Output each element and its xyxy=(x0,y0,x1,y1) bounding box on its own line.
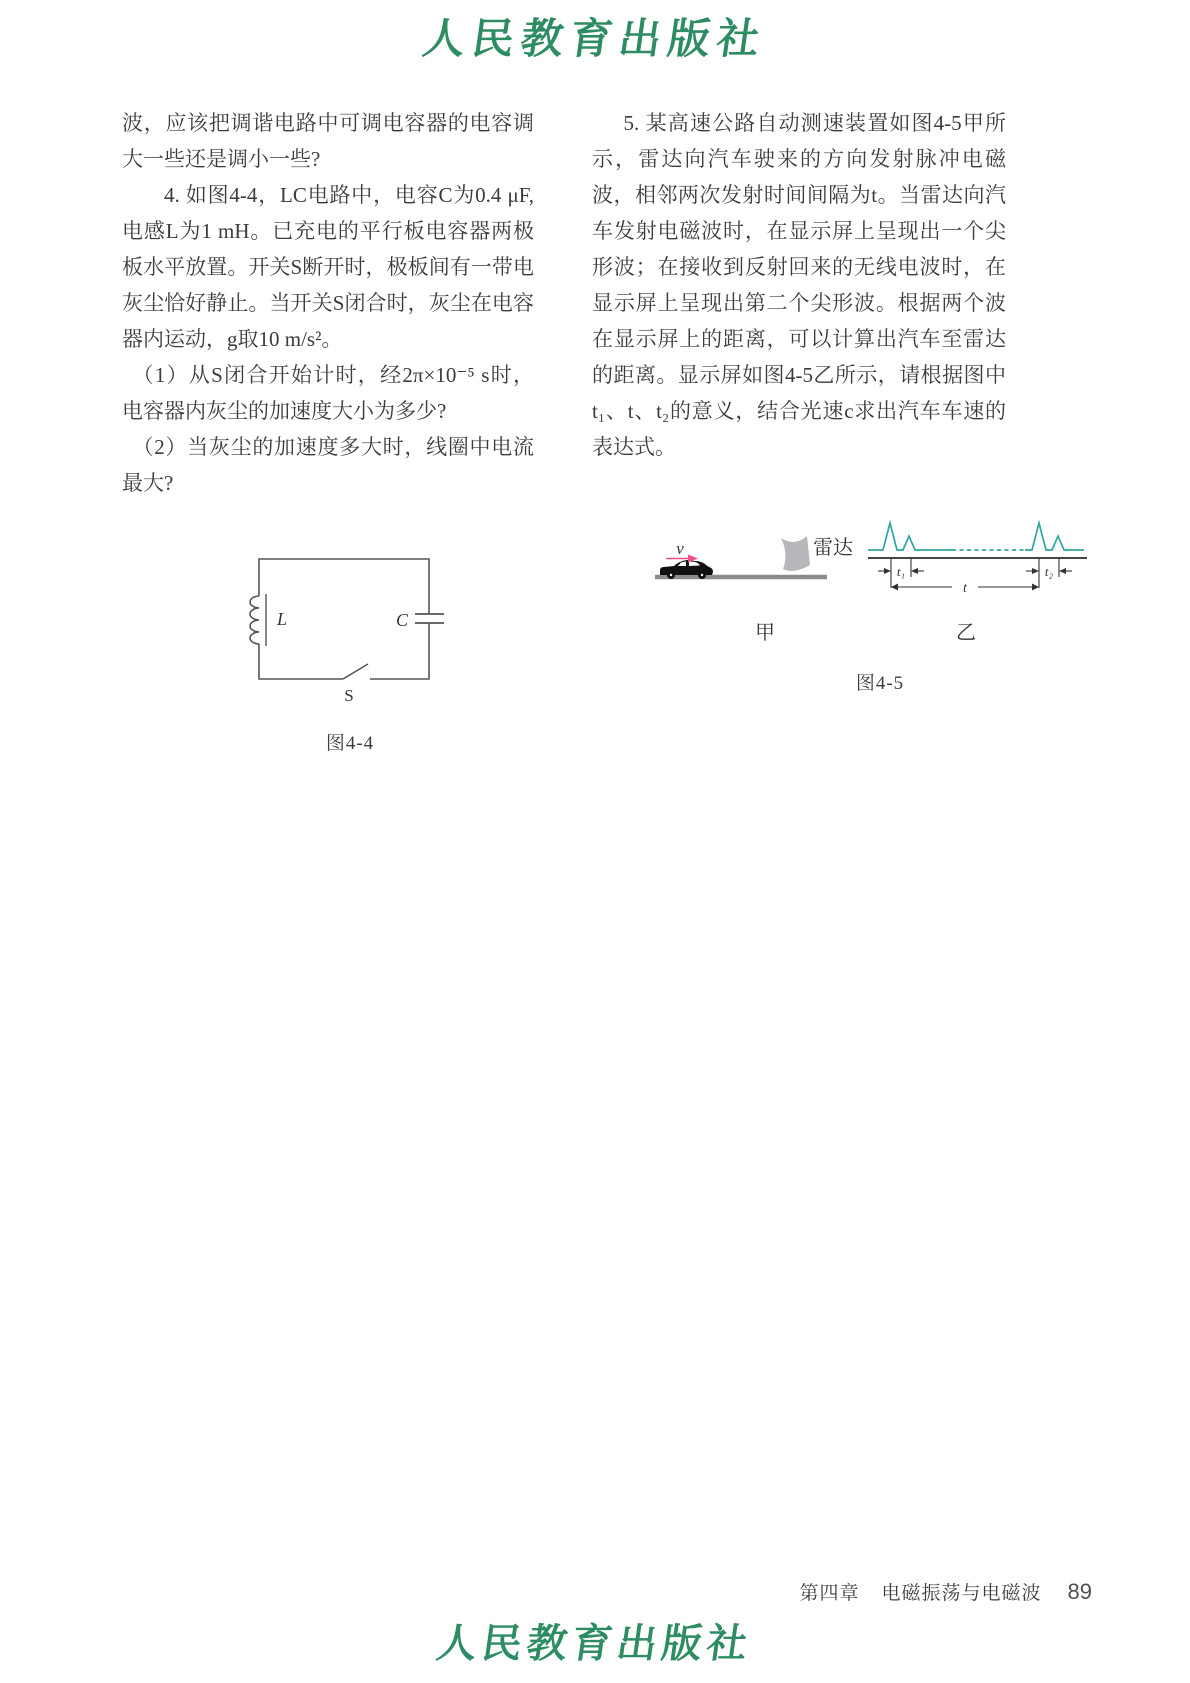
speed-label: v xyxy=(676,539,684,558)
problem-4-part-2: （2）当灰尘的加速度多大时，线圈中电流最大? xyxy=(122,435,534,495)
publisher-logo-bottom: 人民教育出版社 xyxy=(433,1621,756,1666)
part-b-label: 乙 xyxy=(956,622,976,644)
radar-dish-icon xyxy=(781,536,810,571)
page-footer xyxy=(799,1578,1092,1605)
lc-circuit-diagram xyxy=(239,544,459,754)
t-label: t xyxy=(963,581,967,596)
publisher-logo-top: 人民教育出版社 xyxy=(419,17,770,63)
right-text-column xyxy=(592,105,1006,465)
problem-4-part-1: （1）从S闭合开始计时，经2π×10⁻⁵ s时，电容器内灰尘的加速度大小为多少? xyxy=(122,363,534,423)
pulse-waveform xyxy=(868,523,1084,550)
switch-blade-icon xyxy=(343,664,368,679)
problem-4: 4. 如图4-4，LC电路中，电容C为0.4 μF,电感L为1 mH。已充电的平行板电容器两极板水平放置。开关S断开时，极板间有一带电灰尘恰好静止。当开关S闭合时，灰尘在电容器内运动，g取10 m/s²。 xyxy=(122,183,534,351)
figure-4-4-caption: 图4-4 xyxy=(325,733,375,754)
paragraph-continued: 波，应该把调谐电路中可调电容器的电容调大一些还是调小一些? xyxy=(122,111,534,171)
footer-chapter: 第四章 xyxy=(799,1583,860,1604)
t1-label: t₁ xyxy=(896,564,906,579)
left-text-column xyxy=(122,105,534,501)
part-a-label: 甲 xyxy=(755,622,775,644)
figure-4-4 xyxy=(239,544,459,754)
inductor-coil-icon xyxy=(250,596,259,644)
switch-label: S xyxy=(344,686,354,705)
figure-4-5-caption: 图4-5 xyxy=(855,673,905,694)
radar-label: 雷达 xyxy=(813,537,853,559)
footer-section-title: 电磁振荡与电磁波 xyxy=(881,1583,1042,1604)
radar-diagram xyxy=(600,480,1100,655)
figure-4-5 xyxy=(600,480,1100,695)
page-number: 89 xyxy=(1067,1579,1092,1604)
t2-label: t₂ xyxy=(1044,564,1054,579)
inductor-label: L xyxy=(277,609,288,629)
problem-5: 5. 某高速公路自动测速装置如图4-5甲所示，雷达向汽车驶来的方向发射脉冲电磁波，相邻两次发射时间间隔为t。当雷达向汽车发射电磁波时，在显示屏上呈现出一个尖形波；在接收到反射回来的无线电波时，在显示屏上呈现出第二个尖形波。根据两个波在显示屏上的距离，可以计算出汽车至雷达的距离。显示屏如图4-5乙所示，请根据图中t₁、t、t₂的意义，结合光速c求出汽车车速的表达式。 xyxy=(592,111,1006,459)
capacitor-label: C xyxy=(395,610,408,630)
